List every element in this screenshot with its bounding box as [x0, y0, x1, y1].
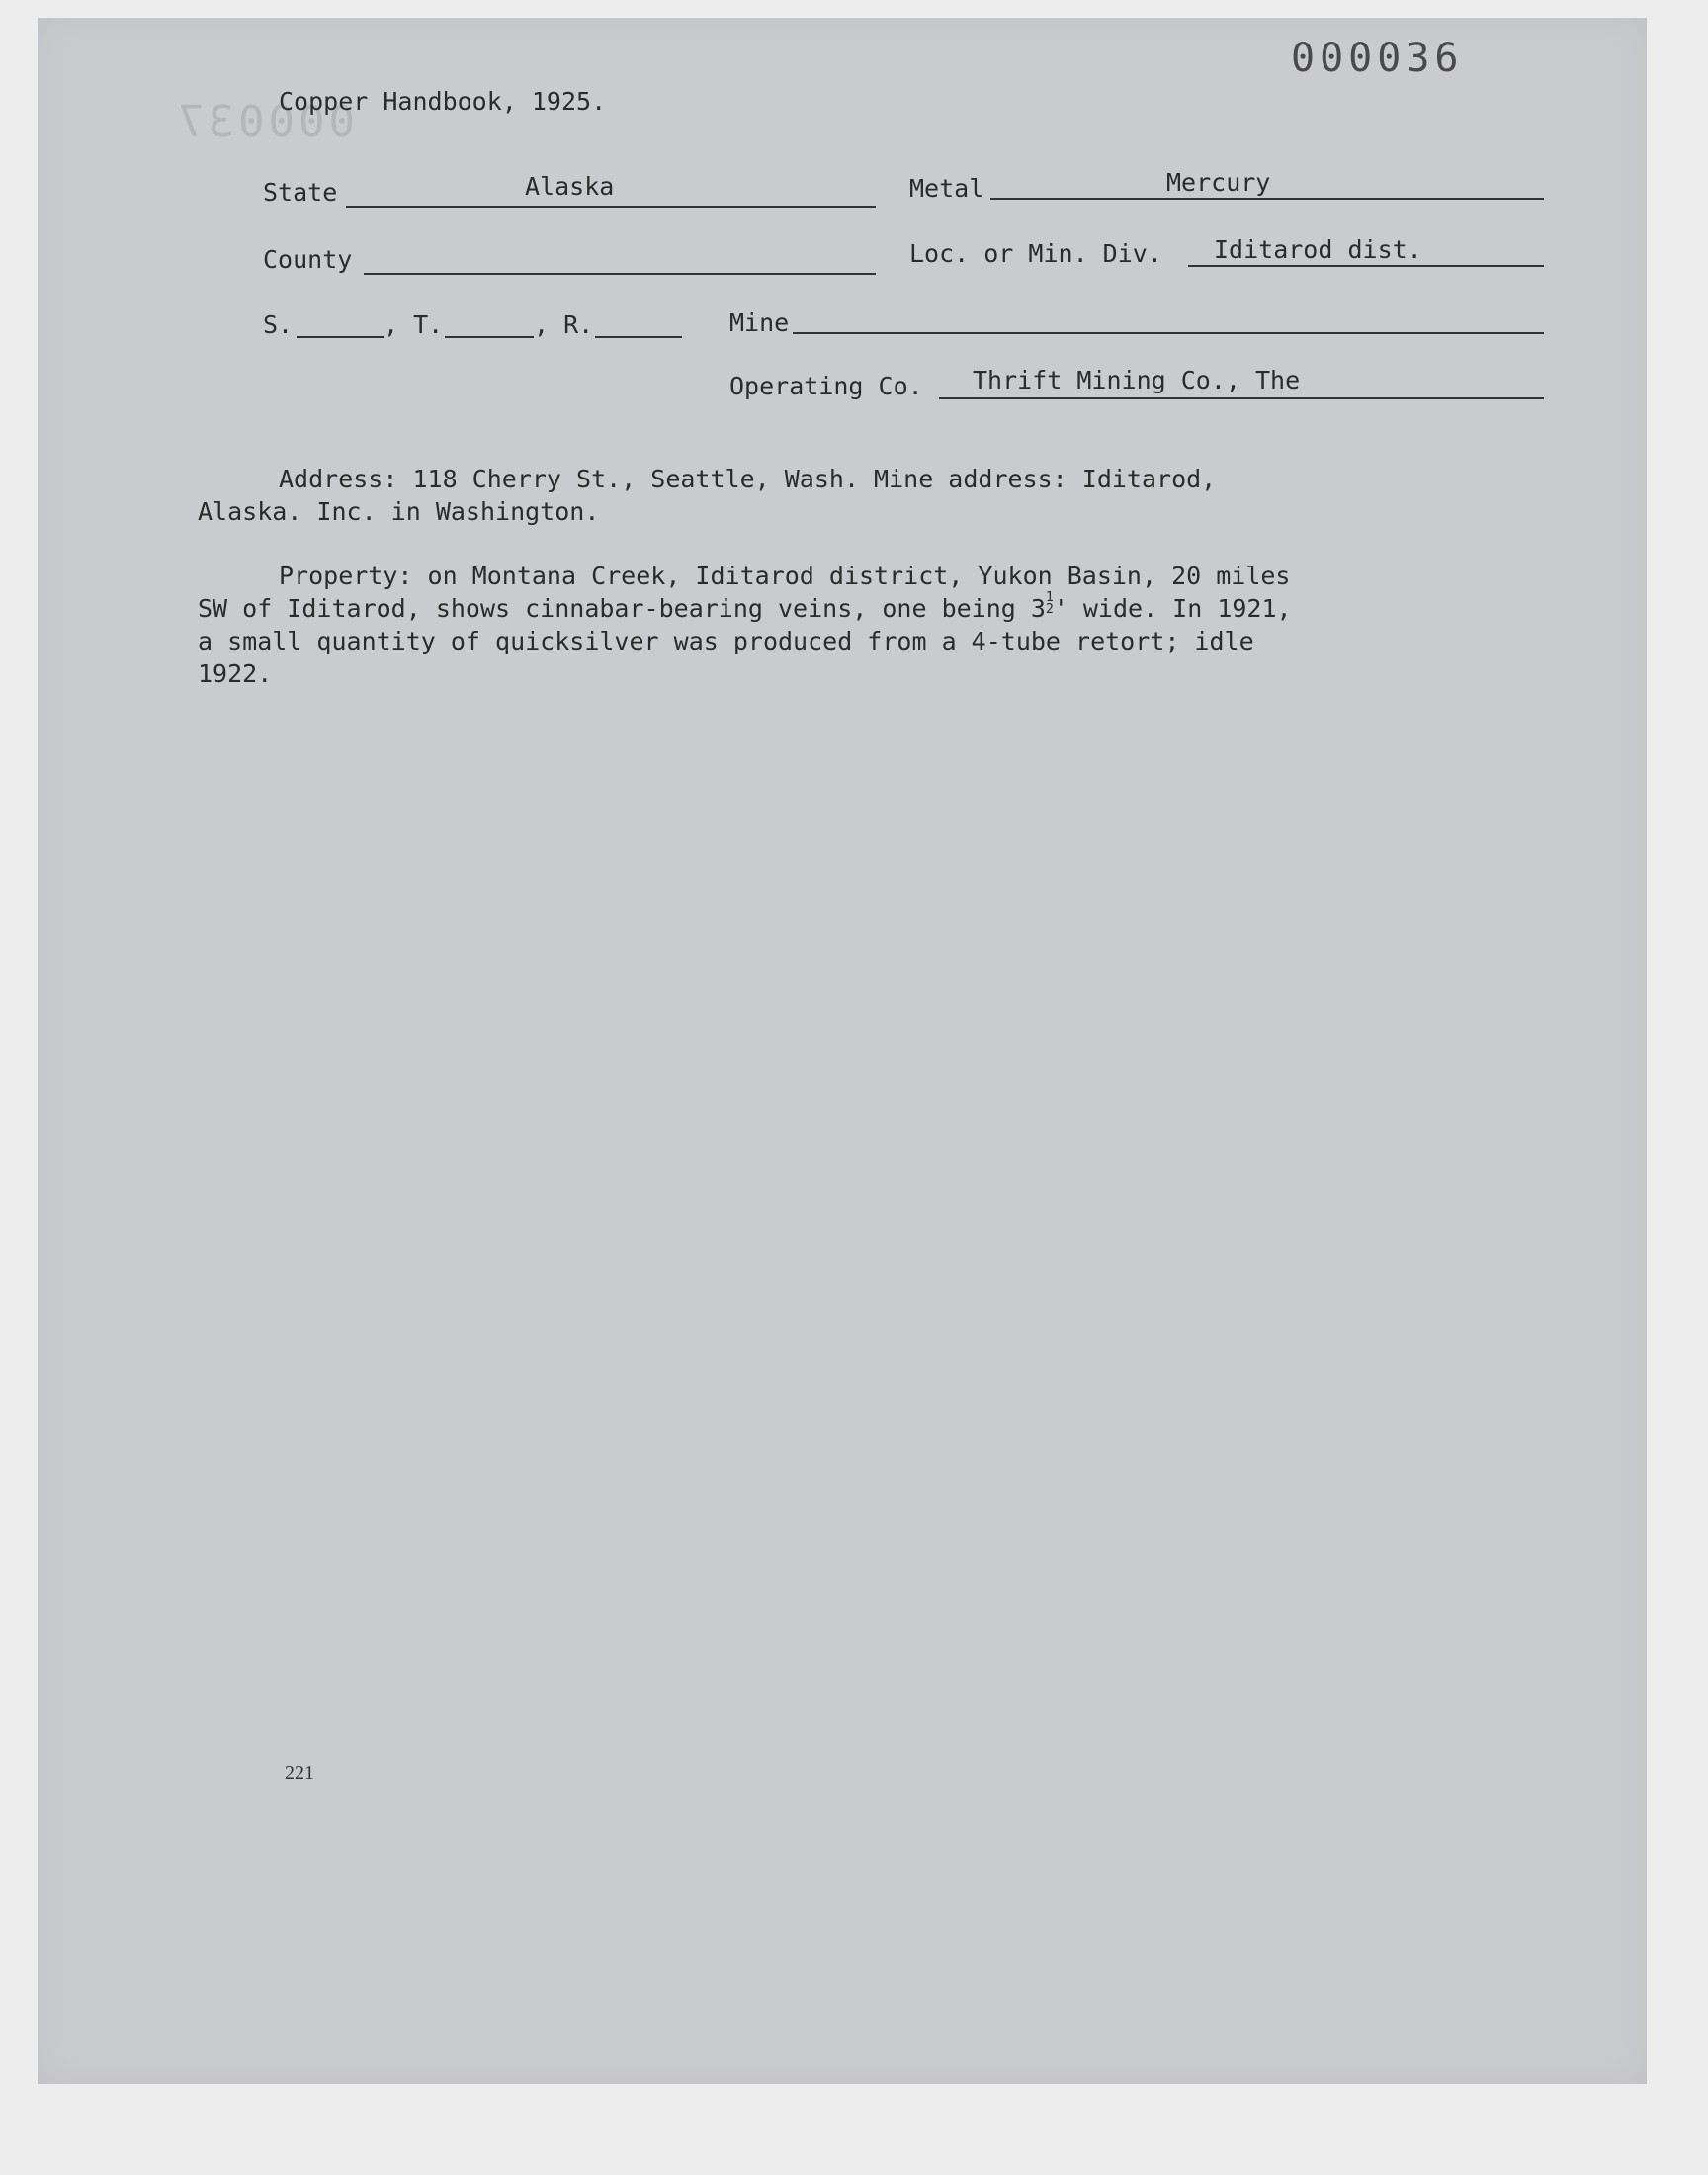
property-line-4: 1922. [198, 659, 273, 688]
section-label: S. [263, 310, 294, 339]
property-line-2-start: SW of Iditarod, shows cinnabar-bearing veins, one being 3 [198, 594, 1046, 623]
loc-value: Iditarod dist. [1214, 235, 1422, 264]
address-line-2: Alaska. Inc. in Washington. [198, 497, 600, 526]
operating-value: Thrift Mining Co., The [973, 366, 1301, 394]
loc-underline [1188, 265, 1544, 267]
operating-underline [939, 397, 1544, 399]
page-number: 221 [285, 1762, 314, 1784]
index-card [38, 18, 1647, 2084]
operating-label: Operating Co. [729, 372, 923, 400]
property-line-1: Property: on Montana Creek, Iditarod district, Yukon Basin, 20 miles [279, 562, 1291, 590]
loc-label: Loc. or Min. Div. [909, 239, 1162, 268]
state-value: Alaska [525, 172, 615, 201]
property-line-2-end: ' wide. In 1921, [1053, 594, 1292, 623]
address-line-1: Address: 118 Cherry St., Seattle, Wash. Mine address: Iditarod, [279, 465, 1217, 493]
county-label: County [263, 245, 353, 274]
state-label: State [263, 178, 338, 207]
state-underline [346, 206, 876, 208]
metal-value: Mercury [1166, 168, 1271, 197]
half-fraction: 1 2 [1045, 590, 1054, 617]
stamp-number: 000036 [1291, 36, 1464, 81]
property-paragraph [198, 560, 1292, 690]
property-line-2 [198, 592, 1292, 625]
metal-label: Metal [909, 174, 984, 203]
ghost-stamp-number: 000037 [174, 97, 355, 147]
county-underline [364, 273, 876, 275]
source-title: Copper Handbook, 1925. [279, 87, 607, 116]
mine-underline [793, 332, 1544, 334]
range-label: , R. [534, 310, 594, 339]
property-line-3: a small quantity of quicksilver was produced from a 4-tube retort; idle [198, 627, 1254, 655]
township-label: , T. [384, 310, 444, 339]
township-underline [445, 336, 534, 338]
section-underline [297, 336, 384, 338]
metal-underline [990, 198, 1544, 200]
address-paragraph [198, 463, 1216, 528]
range-underline [595, 336, 682, 338]
mine-label: Mine [729, 308, 790, 337]
